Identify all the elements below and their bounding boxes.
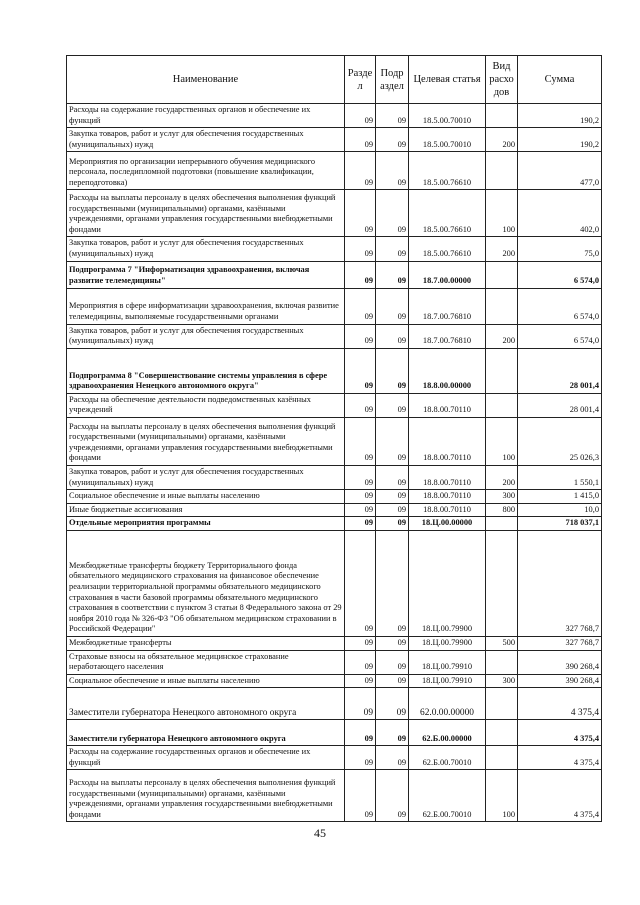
table-row (67, 152, 602, 190)
header-name: Наименование (67, 56, 345, 104)
row-expense-type-cell (486, 650, 518, 674)
table-row (67, 465, 602, 489)
row-expense-type-cell: 300 (486, 490, 518, 504)
table-row (67, 490, 602, 504)
table-row (67, 674, 602, 688)
row-section-cell: 09 (345, 465, 376, 489)
row-expense-type-cell: 200 (486, 465, 518, 489)
row-section-cell: 09 (345, 517, 376, 531)
table-row (67, 104, 602, 128)
row-name-cell: Социальное обеспечение и иные выплаты населению (67, 674, 345, 688)
row-section-cell: 09 (345, 746, 376, 770)
row-section-cell: 09 (345, 503, 376, 517)
row-subsection-cell: 09 (376, 104, 409, 128)
row-subsection-cell: 09 (376, 770, 409, 822)
row-expense-type-cell: 100 (486, 417, 518, 465)
header-expense-type: Вид расхо дов (486, 56, 518, 104)
row-section-cell: 09 (345, 288, 376, 324)
row-section-cell: 09 (345, 393, 376, 417)
row-target-cell: 18.Ц.00.79900 (409, 530, 486, 636)
row-expense-type-cell (486, 261, 518, 288)
row-name-cell: Расходы на содержание государственных органов и обеспечение их функций (67, 746, 345, 770)
table-body (67, 104, 602, 822)
row-subsection-cell: 09 (376, 417, 409, 465)
table-row (67, 288, 602, 324)
row-expense-type-cell (486, 688, 518, 720)
row-amount-cell: 28 001,4 (518, 393, 602, 417)
row-target-cell: 18.Ц.00.79910 (409, 650, 486, 674)
row-section-cell: 09 (345, 190, 376, 237)
row-target-cell: 18.Ц.00.00000 (409, 517, 486, 531)
row-section-cell: 09 (345, 490, 376, 504)
row-target-cell: 18.5.00.70010 (409, 104, 486, 128)
row-subsection-cell: 09 (376, 650, 409, 674)
row-section-cell: 09 (345, 324, 376, 348)
row-subsection-cell: 09 (376, 720, 409, 746)
row-section-cell: 09 (345, 530, 376, 636)
row-name-cell: Заместители губернатора Ненецкого автономного округа (67, 720, 345, 746)
row-name-cell: Межбюджетные трансферты (67, 636, 345, 650)
row-target-cell: 18.8.00.70110 (409, 393, 486, 417)
row-subsection-cell: 09 (376, 503, 409, 517)
row-target-cell: 62.0.00.00000 (409, 688, 486, 720)
row-name-cell: Закупка товаров, работ и услуг для обеспечения государственных (муниципальных) нужд (67, 465, 345, 489)
row-amount-cell: 28 001,4 (518, 348, 602, 393)
page-number: 45 (314, 826, 326, 840)
row-expense-type-cell: 100 (486, 190, 518, 237)
row-section-cell: 09 (345, 417, 376, 465)
header-section: Разде л (345, 56, 376, 104)
row-expense-type-cell (486, 152, 518, 190)
row-name-cell: Закупка товаров, работ и услуг для обеспечения государственных (муниципальных) нужд (67, 128, 345, 152)
row-target-cell: 18.5.00.76610 (409, 152, 486, 190)
row-name-cell: Расходы на содержание государственных органов и обеспечение их функций (67, 104, 345, 128)
row-expense-type-cell (486, 393, 518, 417)
row-expense-type-cell (486, 288, 518, 324)
row-subsection-cell: 09 (376, 636, 409, 650)
row-expense-type-cell (486, 720, 518, 746)
row-subsection-cell: 09 (376, 530, 409, 636)
row-subsection-cell: 09 (376, 261, 409, 288)
row-subsection-cell: 09 (376, 128, 409, 152)
row-expense-type-cell (486, 104, 518, 128)
row-amount-cell: 190,2 (518, 128, 602, 152)
row-amount-cell: 4 375,4 (518, 770, 602, 822)
budget-table (66, 55, 602, 822)
row-amount-cell: 1 415,0 (518, 490, 602, 504)
row-expense-type-cell: 200 (486, 237, 518, 261)
row-expense-type-cell (486, 348, 518, 393)
row-amount-cell: 4 375,4 (518, 746, 602, 770)
row-name-cell: Расходы на выплаты персоналу в целях обеспечения выполнения функций государственными (муниципальными) органами, казёнными учреждениями, органами управления государственными внебюджетными фондами (67, 417, 345, 465)
table-row (67, 530, 602, 636)
row-amount-cell: 10,0 (518, 503, 602, 517)
row-amount-cell: 75,0 (518, 237, 602, 261)
row-expense-type-cell: 500 (486, 636, 518, 650)
row-expense-type-cell: 200 (486, 128, 518, 152)
row-section-cell: 09 (345, 104, 376, 128)
row-section-cell: 09 (345, 152, 376, 190)
header-subsection: Подр аздел (376, 56, 409, 104)
table-row (67, 770, 602, 822)
table-header-row (67, 56, 602, 104)
row-name-cell: Мероприятия в сфере информатизации здравоохранения, включая развитие телемедицины, выполняемые государственными органами (67, 288, 345, 324)
row-target-cell: 18.8.00.70110 (409, 417, 486, 465)
row-target-cell: 18.7.00.76810 (409, 324, 486, 348)
row-target-cell: 18.Ц.00.79910 (409, 674, 486, 688)
row-section-cell: 09 (345, 650, 376, 674)
row-target-cell: 18.7.00.76810 (409, 288, 486, 324)
row-expense-type-cell: 200 (486, 324, 518, 348)
table-row (67, 688, 602, 720)
row-target-cell: 62.Б.00.70010 (409, 770, 486, 822)
table-row (67, 190, 602, 237)
row-target-cell: 18.7.00.00000 (409, 261, 486, 288)
row-target-cell: 18.Ц.00.79900 (409, 636, 486, 650)
row-name-cell: Мероприятия по организации непрерывного обучения медицинского персонала, последипломной подготовки (повышение квалификации, переподготовка) (67, 152, 345, 190)
row-amount-cell: 327 768,7 (518, 636, 602, 650)
row-expense-type-cell (486, 530, 518, 636)
table-row (67, 720, 602, 746)
row-expense-type-cell: 800 (486, 503, 518, 517)
row-subsection-cell: 09 (376, 465, 409, 489)
row-subsection-cell: 09 (376, 324, 409, 348)
table-row (67, 393, 602, 417)
table-row (67, 261, 602, 288)
row-name-cell: Закупка товаров, работ и услуг для обеспечения государственных (муниципальных) нужд (67, 237, 345, 261)
row-expense-type-cell (486, 746, 518, 770)
header-amount: Сумма (518, 56, 602, 104)
row-amount-cell: 25 026,3 (518, 417, 602, 465)
row-amount-cell: 718 037,1 (518, 517, 602, 531)
row-subsection-cell: 09 (376, 152, 409, 190)
row-section-cell: 09 (345, 720, 376, 746)
row-expense-type-cell: 100 (486, 770, 518, 822)
row-target-cell: 18.5.00.70010 (409, 128, 486, 152)
row-section-cell: 09 (345, 636, 376, 650)
row-target-cell: 18.8.00.00000 (409, 348, 486, 393)
row-subsection-cell: 09 (376, 237, 409, 261)
row-target-cell: 18.5.00.76610 (409, 237, 486, 261)
table-row (67, 636, 602, 650)
row-target-cell: 18.8.00.70110 (409, 490, 486, 504)
row-subsection-cell: 09 (376, 517, 409, 531)
row-target-cell: 18.8.00.70110 (409, 503, 486, 517)
row-target-cell: 18.8.00.70110 (409, 465, 486, 489)
row-amount-cell: 6 574,0 (518, 324, 602, 348)
row-name-cell: Социальное обеспечение и иные выплаты населению (67, 490, 345, 504)
table-row (67, 517, 602, 531)
row-name-cell: Страховые взносы на обязательное медицинское страхование неработающего населения (67, 650, 345, 674)
row-amount-cell: 6 574,0 (518, 288, 602, 324)
row-section-cell: 09 (345, 688, 376, 720)
row-amount-cell: 190,2 (518, 104, 602, 128)
row-amount-cell: 390 268,4 (518, 674, 602, 688)
row-name-cell: Расходы на выплаты персоналу в целях обеспечения выполнения функций государственными (муниципальными) органами, казёнными учреждениями, органами управления государственными внебюджетными фондами (67, 190, 345, 237)
row-name-cell: Расходы на обеспечение деятельности подведомственных казённых учреждений (67, 393, 345, 417)
row-amount-cell: 1 550,1 (518, 465, 602, 489)
row-amount-cell: 477,0 (518, 152, 602, 190)
row-section-cell: 09 (345, 770, 376, 822)
row-name-cell: Закупка товаров, работ и услуг для обеспечения государственных (муниципальных) нужд (67, 324, 345, 348)
row-name-cell: Иные бюджетные ассигнования (67, 503, 345, 517)
row-amount-cell: 4 375,4 (518, 688, 602, 720)
row-name-cell: Межбюджетные трансферты бюджету Территориального фонда обязательного медицинского страхования на финансовое обеспечение реализации территориальной программы обязательного медицинского страхования в части базовой программы обязательного медицинского страхования в соответствии с пунктом 3 статьи 8 Федерального закона от 29 ноября 2010 года № 326-ФЗ "Об обязательном медицинском страховании в Российской Федерации" (67, 530, 345, 636)
row-amount-cell: 402,0 (518, 190, 602, 237)
row-section-cell: 09 (345, 128, 376, 152)
row-section-cell: 09 (345, 674, 376, 688)
row-subsection-cell: 09 (376, 490, 409, 504)
row-section-cell: 09 (345, 237, 376, 261)
row-amount-cell: 390 268,4 (518, 650, 602, 674)
row-subsection-cell: 09 (376, 348, 409, 393)
row-subsection-cell: 09 (376, 288, 409, 324)
table-row (67, 503, 602, 517)
table-row (67, 324, 602, 348)
row-amount-cell: 327 768,7 (518, 530, 602, 636)
row-target-cell: 62.Б.00.00000 (409, 720, 486, 746)
row-name-cell: Подпрограмма 8 "Совершенствование системы управления в сфере здравоохранения Ненецкого автономного округа" (67, 348, 345, 393)
table-row (67, 237, 602, 261)
row-expense-type-cell: 300 (486, 674, 518, 688)
row-target-cell: 62.Б.00.70010 (409, 746, 486, 770)
row-subsection-cell: 09 (376, 393, 409, 417)
row-subsection-cell: 09 (376, 746, 409, 770)
row-name-cell: Расходы на выплаты персоналу в целях обеспечения выполнения функций государственными (муниципальными) органами, казёнными учреждениями, органами управления государственными внебюджетными фондами (67, 770, 345, 822)
row-amount-cell: 4 375,4 (518, 720, 602, 746)
table-row (67, 650, 602, 674)
table-row (67, 417, 602, 465)
row-section-cell: 09 (345, 348, 376, 393)
row-section-cell: 09 (345, 261, 376, 288)
row-expense-type-cell (486, 517, 518, 531)
row-amount-cell: 6 574,0 (518, 261, 602, 288)
header-target: Целевая статья (409, 56, 486, 104)
table-row (67, 348, 602, 393)
row-name-cell: Заместители губернатора Ненецкого автономного округа (67, 688, 345, 720)
table-row (67, 128, 602, 152)
row-subsection-cell: 09 (376, 190, 409, 237)
row-target-cell: 18.5.00.76610 (409, 190, 486, 237)
row-name-cell: Подпрограмма 7 "Информатизация здравоохранения, включая развитие телемедицины" (67, 261, 345, 288)
row-subsection-cell: 09 (376, 688, 409, 720)
row-subsection-cell: 09 (376, 674, 409, 688)
table-row (67, 746, 602, 770)
row-name-cell: Отдельные мероприятия программы (67, 517, 345, 531)
